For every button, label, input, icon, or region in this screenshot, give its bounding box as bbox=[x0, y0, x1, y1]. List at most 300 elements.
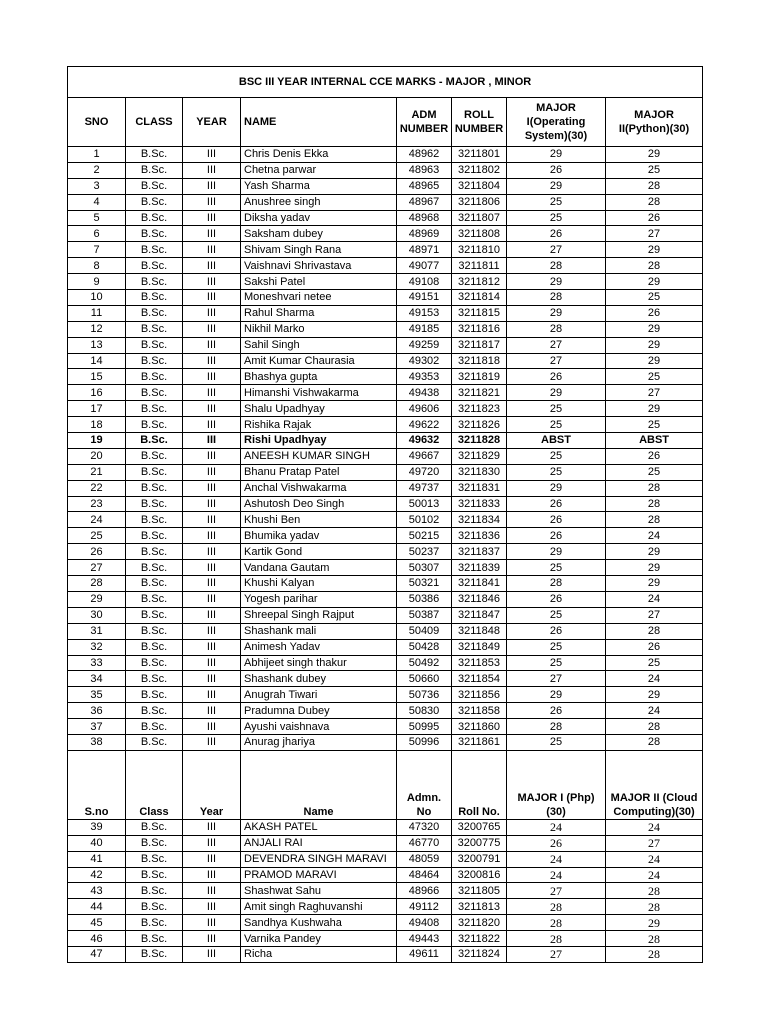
cell-roll-number: 3211854 bbox=[452, 671, 507, 687]
cell-major-2-marks: 27 bbox=[606, 385, 703, 401]
cell-adm-number: 47320 bbox=[397, 819, 452, 835]
cell-major-1-marks: 25 bbox=[507, 194, 606, 210]
cell-name: Khushi Ben bbox=[241, 512, 397, 528]
cell-roll-number: 3211814 bbox=[452, 290, 507, 306]
cell-adm-number: 49667 bbox=[397, 448, 452, 464]
cell-roll-number: 3211860 bbox=[452, 719, 507, 735]
cell-adm-number: 50660 bbox=[397, 671, 452, 687]
cell-sno: 7 bbox=[68, 242, 126, 258]
cell-year: III bbox=[183, 867, 241, 883]
cell-year: III bbox=[183, 719, 241, 735]
cell-adm-number: 49077 bbox=[397, 258, 452, 274]
col-class-header-2: Class bbox=[126, 750, 183, 819]
cell-roll-number: 3211801 bbox=[452, 147, 507, 163]
cell-sno: 37 bbox=[68, 719, 126, 735]
cell-adm-number: 50387 bbox=[397, 607, 452, 623]
cell-year: III bbox=[183, 337, 241, 353]
cell-year: III bbox=[183, 385, 241, 401]
cell-year: III bbox=[183, 819, 241, 835]
cell-year: III bbox=[183, 576, 241, 592]
cell-adm-number: 49302 bbox=[397, 353, 452, 369]
cell-roll-number: 3211815 bbox=[452, 305, 507, 321]
cell-major-2-marks: 29 bbox=[606, 560, 703, 576]
cell-roll-number: 3211823 bbox=[452, 401, 507, 417]
cell-roll-number: 3211821 bbox=[452, 385, 507, 401]
cell-class: B.Sc. bbox=[126, 734, 183, 750]
cell-year: III bbox=[183, 915, 241, 931]
title-row bbox=[68, 67, 703, 98]
cell-major-1-marks: 26 bbox=[507, 623, 606, 639]
cell-name: AKASH PATEL bbox=[241, 819, 397, 835]
cell-major-1-marks: 27 bbox=[507, 946, 606, 962]
col-sno-header: SNO bbox=[68, 98, 126, 147]
cell-year: III bbox=[183, 401, 241, 417]
cell-major-2-marks: 29 bbox=[606, 576, 703, 592]
table-row bbox=[68, 162, 703, 178]
cell-class: B.Sc. bbox=[126, 931, 183, 947]
cell-adm-number: 48965 bbox=[397, 178, 452, 194]
cell-class: B.Sc. bbox=[126, 623, 183, 639]
cell-year: III bbox=[183, 931, 241, 947]
cell-sno: 36 bbox=[68, 703, 126, 719]
col-year-header-2: Year bbox=[183, 750, 241, 819]
table-row bbox=[68, 607, 703, 623]
table-row bbox=[68, 851, 703, 867]
cell-year: III bbox=[183, 703, 241, 719]
cell-major-2-marks: 28 bbox=[606, 512, 703, 528]
cell-class: B.Sc. bbox=[126, 655, 183, 671]
cell-major-2-marks: 25 bbox=[606, 655, 703, 671]
cell-adm-number: 50409 bbox=[397, 623, 452, 639]
cell-class: B.Sc. bbox=[126, 528, 183, 544]
cell-roll-number: 3211804 bbox=[452, 178, 507, 194]
cell-name: Shashank mali bbox=[241, 623, 397, 639]
cell-class: B.Sc. bbox=[126, 258, 183, 274]
cell-class: B.Sc. bbox=[126, 899, 183, 915]
cell-roll-number: 3211856 bbox=[452, 687, 507, 703]
cell-adm-number: 50013 bbox=[397, 496, 452, 512]
cell-name: DEVENDRA SINGH MARAVI bbox=[241, 851, 397, 867]
cell-year: III bbox=[183, 210, 241, 226]
cell-sno: 47 bbox=[68, 946, 126, 962]
cell-class: B.Sc. bbox=[126, 835, 183, 851]
cell-name: PRAMOD MARAVI bbox=[241, 867, 397, 883]
cell-roll-number: 3200765 bbox=[452, 819, 507, 835]
table-row bbox=[68, 226, 703, 242]
table-row bbox=[68, 274, 703, 290]
cell-sno: 1 bbox=[68, 147, 126, 163]
cell-major-2-marks: 29 bbox=[606, 401, 703, 417]
cell-adm-number: 49632 bbox=[397, 433, 452, 449]
cell-year: III bbox=[183, 671, 241, 687]
cell-sno: 20 bbox=[68, 448, 126, 464]
table-row bbox=[68, 305, 703, 321]
cell-major-2-marks: 27 bbox=[606, 226, 703, 242]
cell-class: B.Sc. bbox=[126, 480, 183, 496]
cell-class: B.Sc. bbox=[126, 946, 183, 962]
col-sno-header-2: S.no bbox=[68, 750, 126, 819]
col-name-header-2: Name bbox=[241, 750, 397, 819]
cell-major-2-marks: 29 bbox=[606, 147, 703, 163]
cell-major-2-marks: 28 bbox=[606, 946, 703, 962]
cell-sno: 5 bbox=[68, 210, 126, 226]
cell-major-2-marks: 29 bbox=[606, 321, 703, 337]
cell-roll-number: 3211841 bbox=[452, 576, 507, 592]
cell-adm-number: 50102 bbox=[397, 512, 452, 528]
cell-major-2-marks: 29 bbox=[606, 337, 703, 353]
cell-year: III bbox=[183, 369, 241, 385]
cell-year: III bbox=[183, 464, 241, 480]
cell-year: III bbox=[183, 448, 241, 464]
cell-major-1-marks: 25 bbox=[507, 448, 606, 464]
cell-major-1-marks: 25 bbox=[507, 655, 606, 671]
cell-year: III bbox=[183, 417, 241, 433]
table-row bbox=[68, 353, 703, 369]
cell-class: B.Sc. bbox=[126, 147, 183, 163]
cell-class: B.Sc. bbox=[126, 369, 183, 385]
cell-sno: 2 bbox=[68, 162, 126, 178]
cell-name: Richa bbox=[241, 946, 397, 962]
cell-name: Anugrah Tiwari bbox=[241, 687, 397, 703]
cell-major-1-marks: 28 bbox=[507, 321, 606, 337]
cell-sno: 19 bbox=[68, 433, 126, 449]
cell-name: Shashwat Sahu bbox=[241, 883, 397, 899]
cell-major-1-marks: 28 bbox=[507, 931, 606, 947]
cell-roll-number: 3211826 bbox=[452, 417, 507, 433]
cell-sno: 11 bbox=[68, 305, 126, 321]
cell-adm-number: 49737 bbox=[397, 480, 452, 496]
cell-major-2-marks: 24 bbox=[606, 703, 703, 719]
cell-major-1-marks: 27 bbox=[507, 883, 606, 899]
cell-major-1-marks: 24 bbox=[507, 851, 606, 867]
cell-class: B.Sc. bbox=[126, 639, 183, 655]
col-class-header: CLASS bbox=[126, 98, 183, 147]
cell-adm-number: 49353 bbox=[397, 369, 452, 385]
cell-major-1-marks: 25 bbox=[507, 210, 606, 226]
cell-adm-number: 46770 bbox=[397, 835, 452, 851]
cell-major-1-marks: 26 bbox=[507, 226, 606, 242]
table-row bbox=[68, 671, 703, 687]
table-row bbox=[68, 703, 703, 719]
cell-sno: 17 bbox=[68, 401, 126, 417]
cell-year: III bbox=[183, 560, 241, 576]
cell-name: Shalu Upadhyay bbox=[241, 401, 397, 417]
table-row bbox=[68, 623, 703, 639]
cell-major-1-marks: 24 bbox=[507, 867, 606, 883]
cell-class: B.Sc. bbox=[126, 242, 183, 258]
cell-roll-number: 3211807 bbox=[452, 210, 507, 226]
cell-roll-number: 3211853 bbox=[452, 655, 507, 671]
cell-class: B.Sc. bbox=[126, 194, 183, 210]
cell-class: B.Sc. bbox=[126, 464, 183, 480]
cell-sno: 27 bbox=[68, 560, 126, 576]
cell-roll-number: 3211847 bbox=[452, 607, 507, 623]
cell-major-2-marks: 28 bbox=[606, 480, 703, 496]
table-row bbox=[68, 194, 703, 210]
cell-sno: 21 bbox=[68, 464, 126, 480]
cell-adm-number: 49720 bbox=[397, 464, 452, 480]
cell-sno: 43 bbox=[68, 883, 126, 899]
table-row bbox=[68, 480, 703, 496]
cell-class: B.Sc. bbox=[126, 544, 183, 560]
cell-sno: 24 bbox=[68, 512, 126, 528]
cell-major-1-marks: 29 bbox=[507, 687, 606, 703]
cell-adm-number: 50237 bbox=[397, 544, 452, 560]
cell-adm-number: 48464 bbox=[397, 867, 452, 883]
cell-name: Rishika Rajak bbox=[241, 417, 397, 433]
cell-adm-number: 48966 bbox=[397, 883, 452, 899]
cell-roll-number: 3211829 bbox=[452, 448, 507, 464]
cell-sno: 26 bbox=[68, 544, 126, 560]
cell-year: III bbox=[183, 290, 241, 306]
cell-name: Rahul Sharma bbox=[241, 305, 397, 321]
cell-name: Animesh Yadav bbox=[241, 639, 397, 655]
cell-name: Abhijeet singh thakur bbox=[241, 655, 397, 671]
cell-major-2-marks: 28 bbox=[606, 178, 703, 194]
table-row bbox=[68, 528, 703, 544]
table-row bbox=[68, 258, 703, 274]
cell-adm-number: 50428 bbox=[397, 639, 452, 655]
cell-sno: 35 bbox=[68, 687, 126, 703]
cell-name: Khushi Kalyan bbox=[241, 576, 397, 592]
cell-year: III bbox=[183, 178, 241, 194]
cell-name: ANEESH KUMAR SINGH bbox=[241, 448, 397, 464]
cell-major-2-marks: 26 bbox=[606, 210, 703, 226]
cell-sno: 32 bbox=[68, 639, 126, 655]
cell-class: B.Sc. bbox=[126, 162, 183, 178]
cell-sno: 40 bbox=[68, 835, 126, 851]
cell-adm-number: 48968 bbox=[397, 210, 452, 226]
cell-class: B.Sc. bbox=[126, 401, 183, 417]
cell-sno: 12 bbox=[68, 321, 126, 337]
table-row bbox=[68, 867, 703, 883]
cell-roll-number: 3211810 bbox=[452, 242, 507, 258]
cell-major-2-marks: 28 bbox=[606, 194, 703, 210]
cell-roll-number: 3211816 bbox=[452, 321, 507, 337]
cell-major-1-marks: ABST bbox=[507, 433, 606, 449]
cell-year: III bbox=[183, 194, 241, 210]
cell-major-2-marks: 28 bbox=[606, 623, 703, 639]
cell-name: Yash Sharma bbox=[241, 178, 397, 194]
cell-name: Yogesh parihar bbox=[241, 591, 397, 607]
cell-sno: 15 bbox=[68, 369, 126, 385]
cell-year: III bbox=[183, 899, 241, 915]
cell-roll-number: 3211805 bbox=[452, 883, 507, 899]
table-row bbox=[68, 899, 703, 915]
cell-year: III bbox=[183, 835, 241, 851]
cell-class: B.Sc. bbox=[126, 321, 183, 337]
cell-adm-number: 50215 bbox=[397, 528, 452, 544]
cell-name: Sahil Singh bbox=[241, 337, 397, 353]
cell-sno: 30 bbox=[68, 607, 126, 623]
cell-name: Sakshi Patel bbox=[241, 274, 397, 290]
cell-roll-number: 3211812 bbox=[452, 274, 507, 290]
cell-major-2-marks: 25 bbox=[606, 369, 703, 385]
cell-year: III bbox=[183, 623, 241, 639]
table-row bbox=[68, 734, 703, 750]
table-row bbox=[68, 210, 703, 226]
cell-major-1-marks: 28 bbox=[507, 899, 606, 915]
cell-name: Chris Denis Ekka bbox=[241, 147, 397, 163]
cell-major-1-marks: 26 bbox=[507, 512, 606, 528]
cell-major-2-marks: 28 bbox=[606, 719, 703, 735]
col-adm-header-2: Admn. No bbox=[397, 750, 452, 819]
col-name-header: NAME bbox=[241, 98, 397, 147]
cell-class: B.Sc. bbox=[126, 851, 183, 867]
table-row bbox=[68, 433, 703, 449]
cell-adm-number: 50307 bbox=[397, 560, 452, 576]
cell-roll-number: 3211861 bbox=[452, 734, 507, 750]
cell-class: B.Sc. bbox=[126, 305, 183, 321]
cell-roll-number: 3211820 bbox=[452, 915, 507, 931]
cell-sno: 18 bbox=[68, 417, 126, 433]
cell-major-1-marks: 28 bbox=[507, 719, 606, 735]
cell-class: B.Sc. bbox=[126, 290, 183, 306]
sheet-title: BSC III YEAR INTERNAL CCE MARKS - MAJOR , MINOR bbox=[68, 67, 703, 98]
cell-year: III bbox=[183, 353, 241, 369]
cell-major-1-marks: 29 bbox=[507, 178, 606, 194]
table-row bbox=[68, 448, 703, 464]
cell-adm-number: 49112 bbox=[397, 899, 452, 915]
cell-major-2-marks: 28 bbox=[606, 899, 703, 915]
table-row bbox=[68, 591, 703, 607]
cell-sno: 33 bbox=[68, 655, 126, 671]
cell-sno: 14 bbox=[68, 353, 126, 369]
cell-name: Bhumika yadav bbox=[241, 528, 397, 544]
col-year-header: YEAR bbox=[183, 98, 241, 147]
table-row bbox=[68, 417, 703, 433]
cell-name: Bhanu Pratap Patel bbox=[241, 464, 397, 480]
table-row bbox=[68, 369, 703, 385]
cell-sno: 4 bbox=[68, 194, 126, 210]
cell-major-2-marks: ABST bbox=[606, 433, 703, 449]
cell-sno: 45 bbox=[68, 915, 126, 931]
cell-adm-number: 50321 bbox=[397, 576, 452, 592]
cell-major-2-marks: 24 bbox=[606, 851, 703, 867]
table-row bbox=[68, 576, 703, 592]
cell-adm-number: 49408 bbox=[397, 915, 452, 931]
cell-roll-number: 3211839 bbox=[452, 560, 507, 576]
cell-sno: 10 bbox=[68, 290, 126, 306]
cell-roll-number: 3200816 bbox=[452, 867, 507, 883]
cell-class: B.Sc. bbox=[126, 867, 183, 883]
table-row bbox=[68, 883, 703, 899]
cell-adm-number: 48967 bbox=[397, 194, 452, 210]
table-row bbox=[68, 178, 703, 194]
cell-year: III bbox=[183, 851, 241, 867]
cell-major-1-marks: 25 bbox=[507, 560, 606, 576]
header-row-major-minor bbox=[68, 98, 703, 147]
cell-year: III bbox=[183, 274, 241, 290]
cell-sno: 6 bbox=[68, 226, 126, 242]
cell-major-1-marks: 29 bbox=[507, 385, 606, 401]
cell-roll-number: 3211813 bbox=[452, 899, 507, 915]
cell-year: III bbox=[183, 639, 241, 655]
cell-adm-number: 49185 bbox=[397, 321, 452, 337]
col-major2-header: MAJOR II(Python)(30) bbox=[606, 98, 703, 147]
table-row bbox=[68, 512, 703, 528]
col-major1-header-2: MAJOR I (Php)(30) bbox=[507, 750, 606, 819]
cell-class: B.Sc. bbox=[126, 385, 183, 401]
cell-name: Diksha yadav bbox=[241, 210, 397, 226]
cell-sno: 46 bbox=[68, 931, 126, 947]
cell-class: B.Sc. bbox=[126, 703, 183, 719]
cell-year: III bbox=[183, 433, 241, 449]
cell-class: B.Sc. bbox=[126, 353, 183, 369]
cell-name: Ashutosh Deo Singh bbox=[241, 496, 397, 512]
table-row bbox=[68, 639, 703, 655]
cell-year: III bbox=[183, 591, 241, 607]
cell-class: B.Sc. bbox=[126, 576, 183, 592]
cell-class: B.Sc. bbox=[126, 819, 183, 835]
cell-class: B.Sc. bbox=[126, 496, 183, 512]
cell-major-1-marks: 27 bbox=[507, 242, 606, 258]
cell-sno: 34 bbox=[68, 671, 126, 687]
cell-adm-number: 49151 bbox=[397, 290, 452, 306]
cell-name: Amit Kumar Chaurasia bbox=[241, 353, 397, 369]
table-row bbox=[68, 687, 703, 703]
cell-major-1-marks: 27 bbox=[507, 337, 606, 353]
cell-major-1-marks: 26 bbox=[507, 591, 606, 607]
cell-name: Amit singh Raghuvanshi bbox=[241, 899, 397, 915]
cell-adm-number: 48059 bbox=[397, 851, 452, 867]
cell-adm-number: 48962 bbox=[397, 147, 452, 163]
cell-class: B.Sc. bbox=[126, 512, 183, 528]
cell-adm-number: 49443 bbox=[397, 931, 452, 947]
cell-sno: 23 bbox=[68, 496, 126, 512]
cell-roll-number: 3211831 bbox=[452, 480, 507, 496]
cell-adm-number: 48969 bbox=[397, 226, 452, 242]
cell-major-2-marks: 28 bbox=[606, 931, 703, 947]
cell-major-2-marks: 28 bbox=[606, 734, 703, 750]
cell-roll-number: 3211858 bbox=[452, 703, 507, 719]
cell-major-1-marks: 29 bbox=[507, 544, 606, 560]
table-row bbox=[68, 242, 703, 258]
cell-roll-number: 3200775 bbox=[452, 835, 507, 851]
col-roll-header-2: Roll No. bbox=[452, 750, 507, 819]
cell-class: B.Sc. bbox=[126, 210, 183, 226]
cell-major-1-marks: 27 bbox=[507, 353, 606, 369]
cell-major-2-marks: 26 bbox=[606, 639, 703, 655]
cell-name: Sandhya Kushwaha bbox=[241, 915, 397, 931]
cell-major-1-marks: 29 bbox=[507, 305, 606, 321]
cell-roll-number: 3211837 bbox=[452, 544, 507, 560]
cell-class: B.Sc. bbox=[126, 337, 183, 353]
cell-major-2-marks: 29 bbox=[606, 915, 703, 931]
cell-name: Vandana Gautam bbox=[241, 560, 397, 576]
cell-roll-number: 3211830 bbox=[452, 464, 507, 480]
cell-adm-number: 49108 bbox=[397, 274, 452, 290]
cell-year: III bbox=[183, 321, 241, 337]
cell-year: III bbox=[183, 147, 241, 163]
cell-name: Varnika Pandey bbox=[241, 931, 397, 947]
cell-name: Chetna parwar bbox=[241, 162, 397, 178]
cell-name: Anchal Vishwakarma bbox=[241, 480, 397, 496]
cell-name: Vaishnavi Shrivastava bbox=[241, 258, 397, 274]
cell-sno: 41 bbox=[68, 851, 126, 867]
cell-roll-number: 3211828 bbox=[452, 433, 507, 449]
cell-major-1-marks: 25 bbox=[507, 417, 606, 433]
cell-year: III bbox=[183, 544, 241, 560]
table-row bbox=[68, 544, 703, 560]
cell-major-2-marks: 29 bbox=[606, 242, 703, 258]
cell-sno: 3 bbox=[68, 178, 126, 194]
cell-major-1-marks: 28 bbox=[507, 258, 606, 274]
cell-major-1-marks: 29 bbox=[507, 274, 606, 290]
cell-major-2-marks: 27 bbox=[606, 835, 703, 851]
cell-year: III bbox=[183, 607, 241, 623]
cell-sno: 42 bbox=[68, 867, 126, 883]
